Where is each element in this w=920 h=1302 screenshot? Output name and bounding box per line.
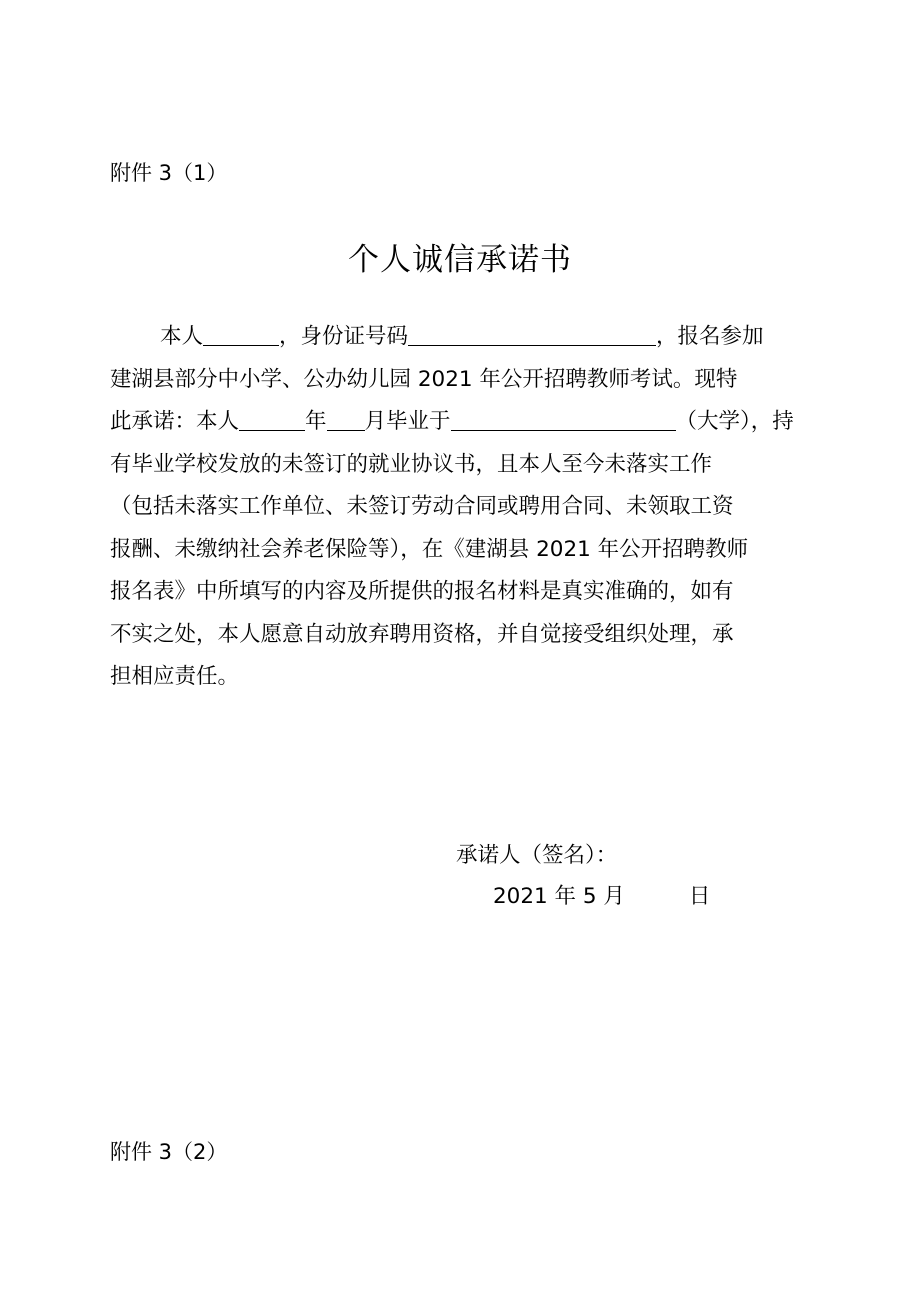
body-line-9: 担相应责任。 bbox=[110, 664, 240, 689]
graduation-month-blank[interactable] bbox=[327, 409, 365, 432]
body-line-5: （包括未落实工作单位、未签订劳动合同或聘用合同、未领取工资 bbox=[110, 494, 734, 519]
body-line-6: 报酬、未缴纳社会养老保险等），在《建湖县 2021 年公开招聘教师 bbox=[110, 536, 749, 562]
date-day: 日 bbox=[688, 884, 711, 909]
attachment-label-2: 附件 3（2） bbox=[110, 1140, 228, 1164]
signature-label: 承诺人（签名）： bbox=[456, 843, 618, 868]
document-title: 个人诚信承诺书 bbox=[348, 242, 572, 278]
body-line-7: 报名表》中所填写的内容及所提供的报名材料是真实准确的，如有 bbox=[110, 579, 734, 604]
date-year-month: 2021 年 5 月 bbox=[493, 884, 625, 909]
body-line-1: 本人 ，身份证号码 ，报名参加 bbox=[160, 324, 764, 349]
body-line-2: 建湖县部分中小学、公办幼儿园 2021 年公开招聘教师考试。现特 bbox=[110, 366, 738, 392]
signature-date bbox=[493, 882, 710, 912]
name-blank[interactable] bbox=[203, 324, 279, 347]
body-line-8: 不实之处，本人愿意自动放弃聘用资格，并自觉接受组织处理，承 bbox=[110, 621, 734, 647]
university-blank[interactable] bbox=[451, 409, 676, 432]
attachment-label-1: 附件 3（1） bbox=[110, 161, 228, 185]
id-number-blank[interactable] bbox=[408, 324, 656, 347]
pledge-body bbox=[110, 316, 815, 699]
body-line-4: 有毕业学校发放的未签订的就业协议书，且本人至今未落实工作 bbox=[110, 451, 713, 477]
body-line-3: 此承诺：本人 年 月毕业于 （大学），持 bbox=[110, 409, 794, 434]
graduation-year-blank[interactable] bbox=[239, 409, 305, 432]
